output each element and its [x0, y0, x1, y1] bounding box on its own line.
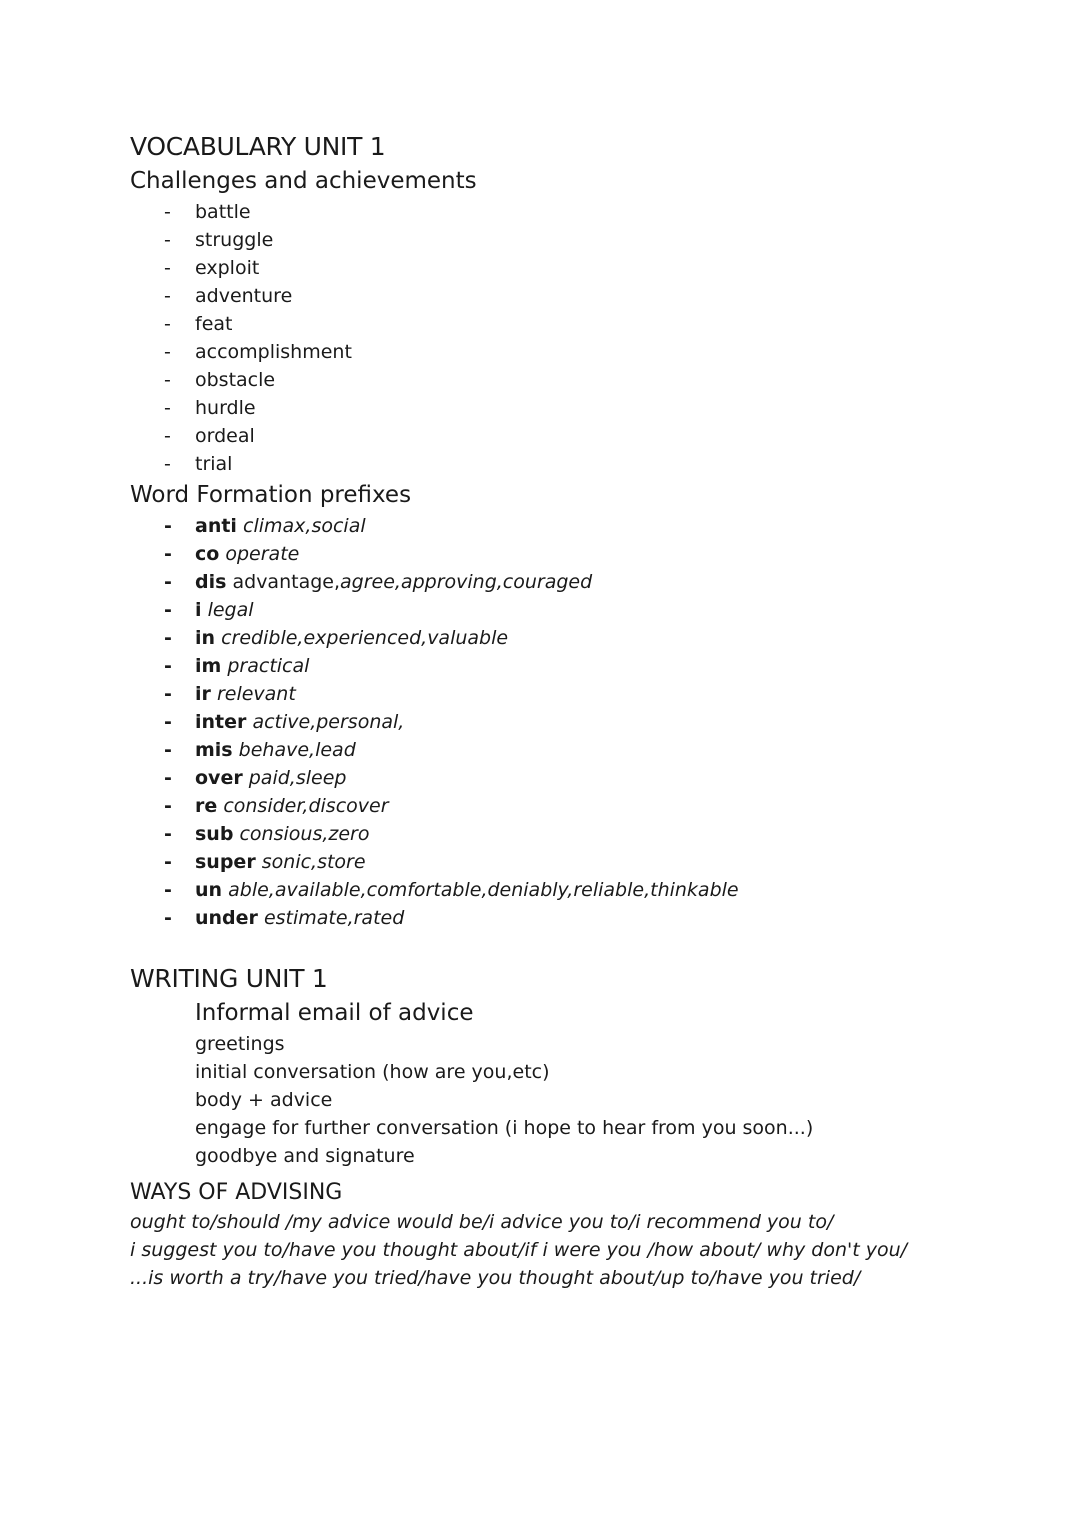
prefix-item: - over paid,sleep [164, 767, 347, 789]
writing-step: engage for further conversation (i hope to hear from you soon...) [195, 1117, 814, 1139]
list-item: - battle [164, 201, 251, 223]
prefix-item: - un able,available,comfortable,deniably,reliable,thinkable [164, 879, 739, 901]
advice-line: ...is worth a try/have you tried/have you thought about/up to/have you tried/ [130, 1267, 861, 1289]
advice-line: ought to/should /my advice would be/i advice you to/i recommend you to/ [130, 1211, 834, 1233]
prefix-item: - inter active,personal, [164, 711, 405, 733]
vocabulary-title: VOCABULARY UNIT 1 [130, 132, 386, 161]
advice-line: i suggest you to/have you thought about/if i were you /how about/ why don't you/ [130, 1239, 908, 1261]
prefix-item: - anti climax,social [164, 515, 366, 537]
prefix-item: - ir relevant [164, 683, 296, 705]
writing-step: initial conversation (how are you,etc) [195, 1061, 550, 1083]
prefix-item: - in credible,experienced,valuable [164, 627, 509, 649]
document-page [130, 130, 980, 1292]
prefixes-heading: Word Formation prefixes [130, 482, 412, 508]
prefix-item: - re consider,discover [164, 795, 389, 817]
prefix-item: - dis advantage,agree,approving,couraged [164, 571, 593, 593]
list-item: - exploit [164, 257, 260, 279]
list-item: - feat [164, 313, 233, 335]
writing-subheading: Informal email of advice [195, 1000, 474, 1026]
list-item: - hurdle [164, 397, 256, 419]
list-item: - accomplishment [164, 341, 352, 363]
prefix-item: - i legal [164, 599, 254, 621]
writing-step: body + advice [195, 1089, 333, 1111]
challenges-list [130, 198, 980, 478]
list-item: - obstacle [164, 369, 276, 391]
section-spacer [130, 932, 980, 962]
writing-section [130, 996, 980, 1170]
writing-step: goodbye and signature [195, 1145, 415, 1167]
list-item: - ordeal [164, 425, 255, 447]
list-item: - struggle [164, 229, 274, 251]
advising-title: WAYS OF ADVISING [130, 1180, 343, 1205]
writing-step: greetings [195, 1033, 285, 1055]
list-item: - trial [164, 453, 233, 475]
list-item: - adventure [164, 285, 293, 307]
prefix-item: - im practical [164, 655, 310, 677]
challenges-heading: Challenges and achievements [130, 168, 477, 194]
prefix-item: - mis behave,lead [164, 739, 356, 761]
writing-title: WRITING UNIT 1 [130, 964, 328, 993]
prefix-item: - co operate [164, 543, 300, 565]
prefix-item: - super sonic,store [164, 851, 366, 873]
prefix-item: - sub consious,zero [164, 823, 370, 845]
prefix-item: - under estimate,rated [164, 907, 405, 929]
prefixes-list [130, 512, 980, 932]
